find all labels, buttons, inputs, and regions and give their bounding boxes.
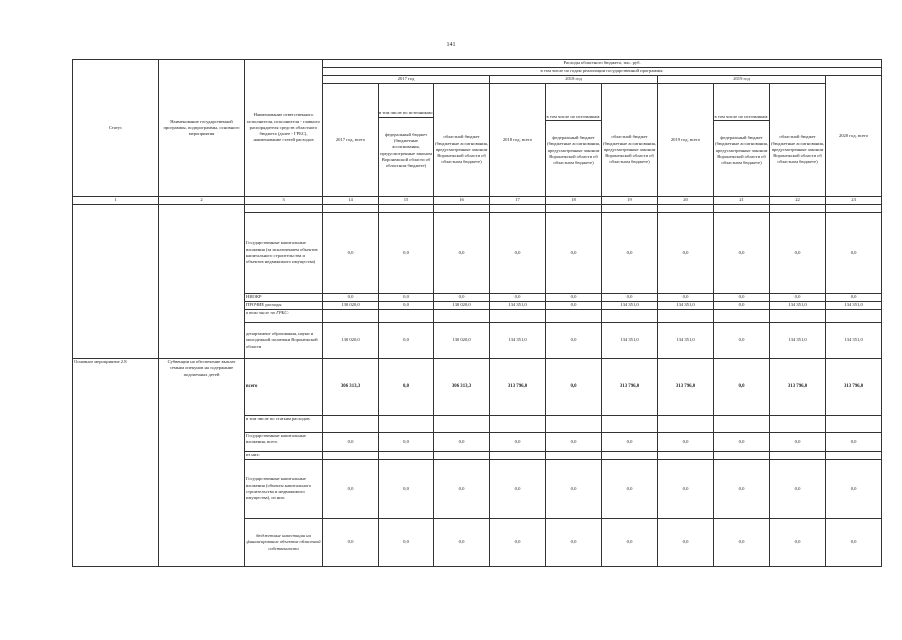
column-number-row <box>73 197 882 205</box>
header-program-name: Наименование государственной программы, подпрограммы, основного мероприятия <box>159 60 245 197</box>
value-cell: 0,0 <box>379 323 434 359</box>
regional-2018: областной бюджет (бюджетные ассигнования, предусмотренные законом Воронежской области об областном бюджете) <box>603 134 656 165</box>
value-cell: 0,0 <box>658 519 714 567</box>
value-cell: 0,0 <box>826 294 882 302</box>
header-total-2020: 2020 год, всего <box>826 76 882 197</box>
header-total-2018: 2018 год, всего <box>490 84 546 197</box>
value-cell: 0,0 <box>546 519 602 567</box>
value-cell: 0,0 <box>546 213 602 294</box>
value-cell: 0,0 <box>546 323 602 359</box>
column-number: 22 <box>770 197 826 205</box>
value-cell: 0,0 <box>770 213 826 294</box>
value-cell: 0,0 <box>714 359 770 416</box>
value-cell: 0,0 <box>546 302 602 310</box>
value-cell: 0,0 <box>658 294 714 302</box>
value-cell: 0,0 <box>714 294 770 302</box>
value-cell: 313 796,0 <box>658 359 714 416</box>
value-cell: 0,0 <box>602 213 658 294</box>
value-cell: 0,0 <box>546 460 602 519</box>
value-cell: 0,0 <box>714 519 770 567</box>
page-number: 141 <box>446 42 456 48</box>
header-federal-2018 <box>546 84 602 197</box>
value-cell: 0,0 <box>323 433 379 452</box>
value-cell: 306 313,3 <box>323 359 379 416</box>
value-cell: 0,0 <box>714 460 770 519</box>
value-cell: 0,0 <box>826 460 882 519</box>
value-cell: 0,0 <box>714 433 770 452</box>
value-cell: 0,0 <box>826 213 882 294</box>
budget-table <box>72 59 882 567</box>
status-cell-empty <box>73 205 159 359</box>
sources-label-2018: в том числе по источникам: <box>546 114 601 121</box>
value-cell: 0,0 <box>658 460 714 519</box>
column-number: 2 <box>159 197 245 205</box>
row-label: в том числе по ГРБС: <box>245 310 323 323</box>
value-cell: 0,0 <box>323 294 379 302</box>
value-cell: 0,0 <box>770 433 826 452</box>
header-year-2017: 2017 год <box>323 76 490 84</box>
value-cell: 0,0 <box>826 519 882 567</box>
header-regional-2018 <box>602 84 658 197</box>
table-row <box>73 359 882 416</box>
sources-label-2017: в том числе по источникам: <box>379 110 433 117</box>
value-cell: 0,0 <box>546 294 602 302</box>
value-cell: 0,0 <box>379 460 434 519</box>
value-cell: 0,0 <box>379 294 434 302</box>
value-cell: 0,0 <box>323 213 379 294</box>
value-cell: 134 351,0 <box>602 302 658 310</box>
row-label: бюджетные инвестиции на финансирование объектов областной собственности <box>245 519 323 567</box>
spacer-row <box>73 205 882 213</box>
row-label: всего <box>245 359 323 416</box>
row-label: Государственные капитальные вложения (объекты капитального строительства и недвижимого имущества), из них: <box>245 460 323 519</box>
header-total-2019: 2019 год, всего <box>658 84 714 197</box>
column-number: 3 <box>245 197 323 205</box>
value-cell: 0,0 <box>714 323 770 359</box>
federal-2019: федеральный бюджет (бюджетные ассигнования, предусмотренные законом Воронежской области об областном бюджете) <box>715 134 768 166</box>
value-cell: 313 796,0 <box>770 359 826 416</box>
value-cell: 0,0 <box>602 433 658 452</box>
header-year-2018: 2018 год <box>490 76 658 84</box>
value-cell: 134 351,0 <box>770 323 826 359</box>
value-cell: 0,0 <box>490 460 546 519</box>
value-cell: 0,0 <box>490 433 546 452</box>
value-cell: 0,0 <box>434 519 490 567</box>
program-cell-empty <box>159 205 245 359</box>
column-number: 1 <box>73 197 159 205</box>
value-cell: 134 351,0 <box>658 323 714 359</box>
value-cell: 0,0 <box>379 359 434 416</box>
header-federal-2017 <box>379 84 434 197</box>
header-federal-2019 <box>714 84 770 197</box>
header-expenses-title: Расходы областного бюджета, тыс. руб. <box>323 60 882 68</box>
column-number: 23 <box>826 197 882 205</box>
value-cell: 0,0 <box>658 213 714 294</box>
value-cell: 0,0 <box>434 460 490 519</box>
column-number: 19 <box>602 197 658 205</box>
regional-2019: областной бюджет (бюджетные ассигнования, предусмотренные законом Воронежской области об областном бюджете) <box>771 134 824 165</box>
value-cell: 0,0 <box>490 519 546 567</box>
value-cell: 0,0 <box>602 519 658 567</box>
value-cell: 0,0 <box>658 433 714 452</box>
row-label: Государственные капитальные вложения (за исключением объектов капитального строительства и объектов недвижимого имущества) <box>245 213 323 294</box>
header-by-years: в том числе по годам реализации государственной программы: <box>323 68 882 76</box>
column-number: 18 <box>546 197 602 205</box>
column-number: 14 <box>323 197 379 205</box>
value-cell: 134 351,0 <box>490 323 546 359</box>
value-cell: 0,0 <box>434 433 490 452</box>
federal-2017: федеральный бюджет (бюджетные ассигнования, предусмотренные законом Воронежской области об областном бюджете) <box>380 131 432 169</box>
value-cell: 0,0 <box>434 294 490 302</box>
value-cell: 130 020,0 <box>323 323 379 359</box>
main-event-status: Основное мероприятие 2.8 <box>73 359 159 567</box>
value-cell: 0,0 <box>434 213 490 294</box>
column-number: 20 <box>658 197 714 205</box>
value-cell: 0,0 <box>770 519 826 567</box>
value-cell: 0,0 <box>323 460 379 519</box>
value-cell: 0,0 <box>379 302 434 310</box>
value-cell: 134 351,0 <box>826 323 882 359</box>
value-cell: 134 351,0 <box>490 302 546 310</box>
value-cell: 0,0 <box>826 433 882 452</box>
row-label: в том числе по статьям расходов: <box>245 416 323 433</box>
row-label: департамент образования, науки и молодежной политики Воронежской области <box>245 323 323 359</box>
row-label: ПРОЧИЕ расходы <box>245 302 323 310</box>
value-cell: 0,0 <box>770 460 826 519</box>
row-label: Государственные капитальные вложения, всего <box>245 433 323 452</box>
value-cell: 134 351,0 <box>826 302 882 310</box>
value-cell: 0,0 <box>323 519 379 567</box>
value-cell: 0,0 <box>602 460 658 519</box>
header-regional-2019 <box>770 84 826 197</box>
value-cell: 130 020,0 <box>434 302 490 310</box>
value-cell: 313 796,0 <box>826 359 882 416</box>
header-regional-2017 <box>434 84 490 197</box>
regional-2017: областной бюджет (бюджетные ассигнования, предусмотренные законом Воронежской области об областном бюджете) <box>435 134 488 165</box>
header-executor-name: Наименование ответственного исполнителя, исполнителя - главного распорядителя средств областного бюджета (далее - ГРБС), наименование статей расходов <box>245 60 323 197</box>
header-status: Статус <box>73 60 159 197</box>
value-cell: 313 796,0 <box>490 359 546 416</box>
value-cell: 130 020,0 <box>323 302 379 310</box>
value-cell: 0,0 <box>546 433 602 452</box>
value-cell: 0,0 <box>379 433 434 452</box>
value-cell: 0,0 <box>490 294 546 302</box>
value-cell: 306 313,3 <box>434 359 490 416</box>
value-cell: 0,0 <box>546 359 602 416</box>
value-cell: 130 020,0 <box>434 323 490 359</box>
value-cell: 0,0 <box>714 213 770 294</box>
header-total-2017: 2017 год, всего <box>323 84 379 197</box>
value-cell: 134 351,0 <box>770 302 826 310</box>
value-cell: 0,0 <box>379 213 434 294</box>
value-cell: 0,0 <box>770 294 826 302</box>
column-number: 21 <box>714 197 770 205</box>
row-label: из них: <box>245 452 323 460</box>
header-year-2019: 2019 год <box>658 76 826 84</box>
column-number: 17 <box>490 197 546 205</box>
value-cell: 313 796,0 <box>602 359 658 416</box>
column-number: 15 <box>379 197 434 205</box>
value-cell: 0,0 <box>490 213 546 294</box>
header-row-1 <box>73 60 882 68</box>
row-label: НИОКР <box>245 294 323 302</box>
sources-label-2019: в том числе по источникам: <box>714 114 769 121</box>
value-cell: 134 351,0 <box>658 302 714 310</box>
value-cell: 0,0 <box>379 519 434 567</box>
main-event-name: Субвенции на обеспечение выплат семьям опекунов на содержание подопечных детей <box>159 359 245 567</box>
value-cell: 0,0 <box>714 302 770 310</box>
value-cell: 0,0 <box>602 294 658 302</box>
column-number: 16 <box>434 197 490 205</box>
value-cell: 134 351,0 <box>602 323 658 359</box>
federal-2018: федеральный бюджет (бюджетные ассигнования, предусмотренные законом Воронежской области об областном бюджете) <box>547 134 600 166</box>
